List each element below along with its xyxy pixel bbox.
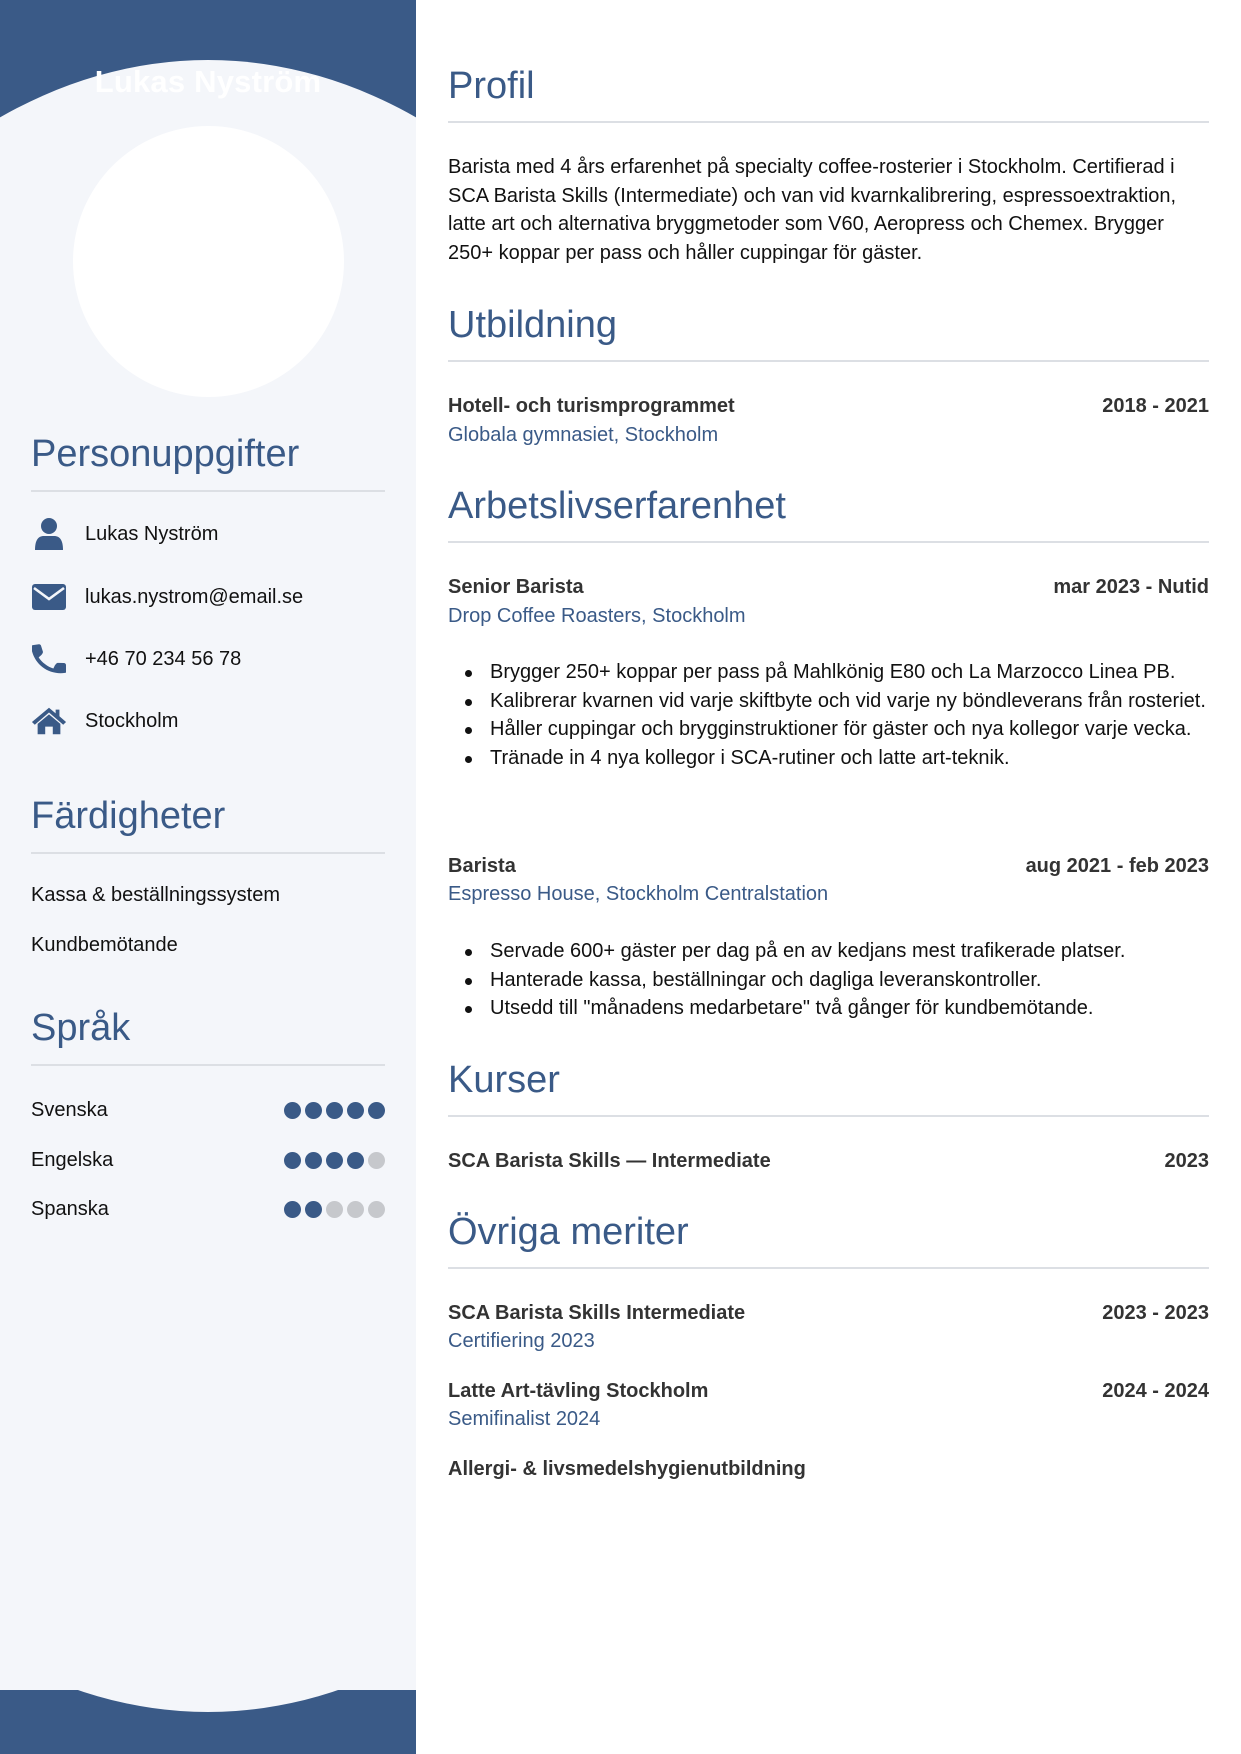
other-merits-title: Övriga meriter <box>448 1211 689 1253</box>
job-bullet: Hanterade kassa, beställningar och dagliga leveranskontroller. <box>448 966 1209 995</box>
job-dates: mar 2023 - Nutid <box>1053 576 1209 598</box>
level-dot-empty <box>368 1201 385 1218</box>
job-dates: aug 2021 - feb 2023 <box>1025 855 1209 877</box>
job-bullet-list <box>448 937 1209 1023</box>
contact-phone-row[interactable] <box>31 641 241 677</box>
divider <box>31 490 385 492</box>
merit-subtitle: Semifinalist 2024 <box>448 1408 601 1430</box>
job-bullet: Tränade in 4 nya kollegor i SCA-rutiner och latte art-teknik. <box>448 744 1209 773</box>
languages-section <box>31 1006 385 1066</box>
course-dates: 2023 <box>1164 1150 1209 1172</box>
contact-location-row <box>31 703 178 739</box>
merit-dates: 2024 - 2024 <box>1102 1380 1209 1402</box>
education-title: Utbildning <box>448 304 617 346</box>
level-dot-filled <box>326 1152 343 1169</box>
education-dates: 2018 - 2021 <box>1102 395 1209 417</box>
divider <box>448 360 1209 362</box>
job-employer: Espresso House, Stockholm Centralstation <box>448 883 829 905</box>
profile-photo-placeholder <box>73 126 344 397</box>
level-dot-empty <box>368 1152 385 1169</box>
language-row-svenska <box>31 1098 385 1122</box>
divider <box>448 1267 1209 1269</box>
skills-list <box>31 884 385 984</box>
job-bullet: Kalibrerar kvarnen vid varje skiftbyte och vid varje ny böndleverans från rosteriet. <box>448 687 1209 716</box>
languages-list <box>31 1098 385 1238</box>
job-entry-header <box>448 576 1209 599</box>
language-row-spanska <box>31 1197 385 1221</box>
candidate-name: Lukas Nyström <box>94 64 322 99</box>
education-school: Globala gymnasiet, Stockholm <box>448 424 719 446</box>
language-level-dots <box>284 1152 385 1169</box>
phone-icon <box>31 641 67 677</box>
merit-entry-header <box>448 1380 1209 1403</box>
divider <box>31 1064 385 1066</box>
merit-subtitle: Certifiering 2023 <box>448 1330 595 1352</box>
contact-email-row[interactable] <box>31 579 303 615</box>
course-title: SCA Barista Skills — Intermediate <box>448 1150 771 1172</box>
language-name: Engelska <box>31 1148 114 1171</box>
level-dot-filled <box>284 1152 301 1169</box>
skills-title: Färdigheter <box>31 795 226 837</box>
divider <box>448 1115 1209 1117</box>
profile-summary: Barista med 4 års erfarenhet på specialty coffee-rosterier i Stockholm. Certifierad i SCA Barista Skills (Intermediate) och van vid kvarnkalibrering, espressoextraktion, latte art och alternativa bryggmetoder som V60, Aeropress och Chemex. Brygger 250+ koppar per pass och håller cuppingar för gäster. <box>448 156 1177 265</box>
merit-entry-header <box>448 1302 1209 1325</box>
courses-title: Kurser <box>448 1059 560 1101</box>
job-bullet: Brygger 250+ koppar per pass på Mahlkönig E80 och La Marzocco Linea PB. <box>448 658 1209 687</box>
language-level-dots <box>284 1102 385 1119</box>
personal-info-title: Personuppgifter <box>31 433 300 475</box>
level-dot-filled <box>284 1201 301 1218</box>
skill-item: Kundbemötande <box>31 934 178 956</box>
level-dot-filled <box>305 1152 322 1169</box>
profile-title: Profil <box>448 65 535 107</box>
experience-title: Arbetslivserfarenhet <box>448 485 786 527</box>
level-dot-filled <box>284 1102 301 1119</box>
level-dot-empty <box>347 1201 364 1218</box>
divider <box>448 541 1209 543</box>
level-dot-empty <box>326 1201 343 1218</box>
level-dot-filled <box>326 1102 343 1119</box>
job-bullet: Håller cuppingar och brygginstruktioner för gäster och nya kollegor varje vecka. <box>448 715 1209 744</box>
job-title: Senior Barista <box>448 576 584 598</box>
divider <box>448 121 1209 123</box>
contact-location: Stockholm <box>85 709 179 732</box>
sidebar <box>0 0 416 1754</box>
job-bullet-list <box>448 658 1209 773</box>
contact-phone[interactable]: +46 70 234 56 78 <box>85 647 242 670</box>
level-dot-filled <box>305 1102 322 1119</box>
personal-info-section <box>31 432 385 492</box>
contact-name: Lukas Nyström <box>85 522 219 545</box>
job-bullet: Servade 600+ gäster per dag på en av kedjans mest trafikerade platser. <box>448 937 1209 966</box>
merit-title: Latte Art-tävling Stockholm <box>448 1380 709 1402</box>
job-entry-header <box>448 855 1209 878</box>
envelope-icon <box>31 579 67 615</box>
merit-title: Allergi- & livsmedelshygienutbildning <box>448 1458 806 1480</box>
home-icon <box>31 703 67 739</box>
language-name: Spanska <box>31 1197 109 1220</box>
contact-email[interactable]: lukas.nystrom@email.se <box>85 585 304 608</box>
job-bullet: Utsedd till "månadens medarbetare" två gånger för kundbemötande. <box>448 994 1209 1023</box>
language-level-dots <box>284 1201 385 1218</box>
language-row-engelska <box>31 1148 385 1172</box>
language-name: Svenska <box>31 1098 108 1121</box>
education-entry-header <box>448 395 1209 418</box>
languages-title: Språk <box>31 1007 131 1049</box>
merit-entry-header <box>448 1458 1209 1481</box>
course-entry-header <box>448 1150 1209 1173</box>
contact-name-row <box>31 516 218 552</box>
education-program: Hotell- och turismprogrammet <box>448 395 735 417</box>
skill-item: Kassa & beställningssystem <box>31 884 281 906</box>
job-employer: Drop Coffee Roasters, Stockholm <box>448 605 746 627</box>
user-icon <box>31 516 67 552</box>
level-dot-filled <box>305 1201 322 1218</box>
level-dot-filled <box>347 1102 364 1119</box>
divider <box>31 852 385 854</box>
main-content <box>448 0 1209 1754</box>
merit-title: SCA Barista Skills Intermediate <box>448 1302 746 1324</box>
skills-section <box>31 794 385 854</box>
contact-list <box>31 516 385 756</box>
level-dot-filled <box>347 1152 364 1169</box>
merit-dates: 2023 - 2023 <box>1102 1302 1209 1324</box>
job-title: Barista <box>448 855 516 877</box>
level-dot-filled <box>368 1102 385 1119</box>
